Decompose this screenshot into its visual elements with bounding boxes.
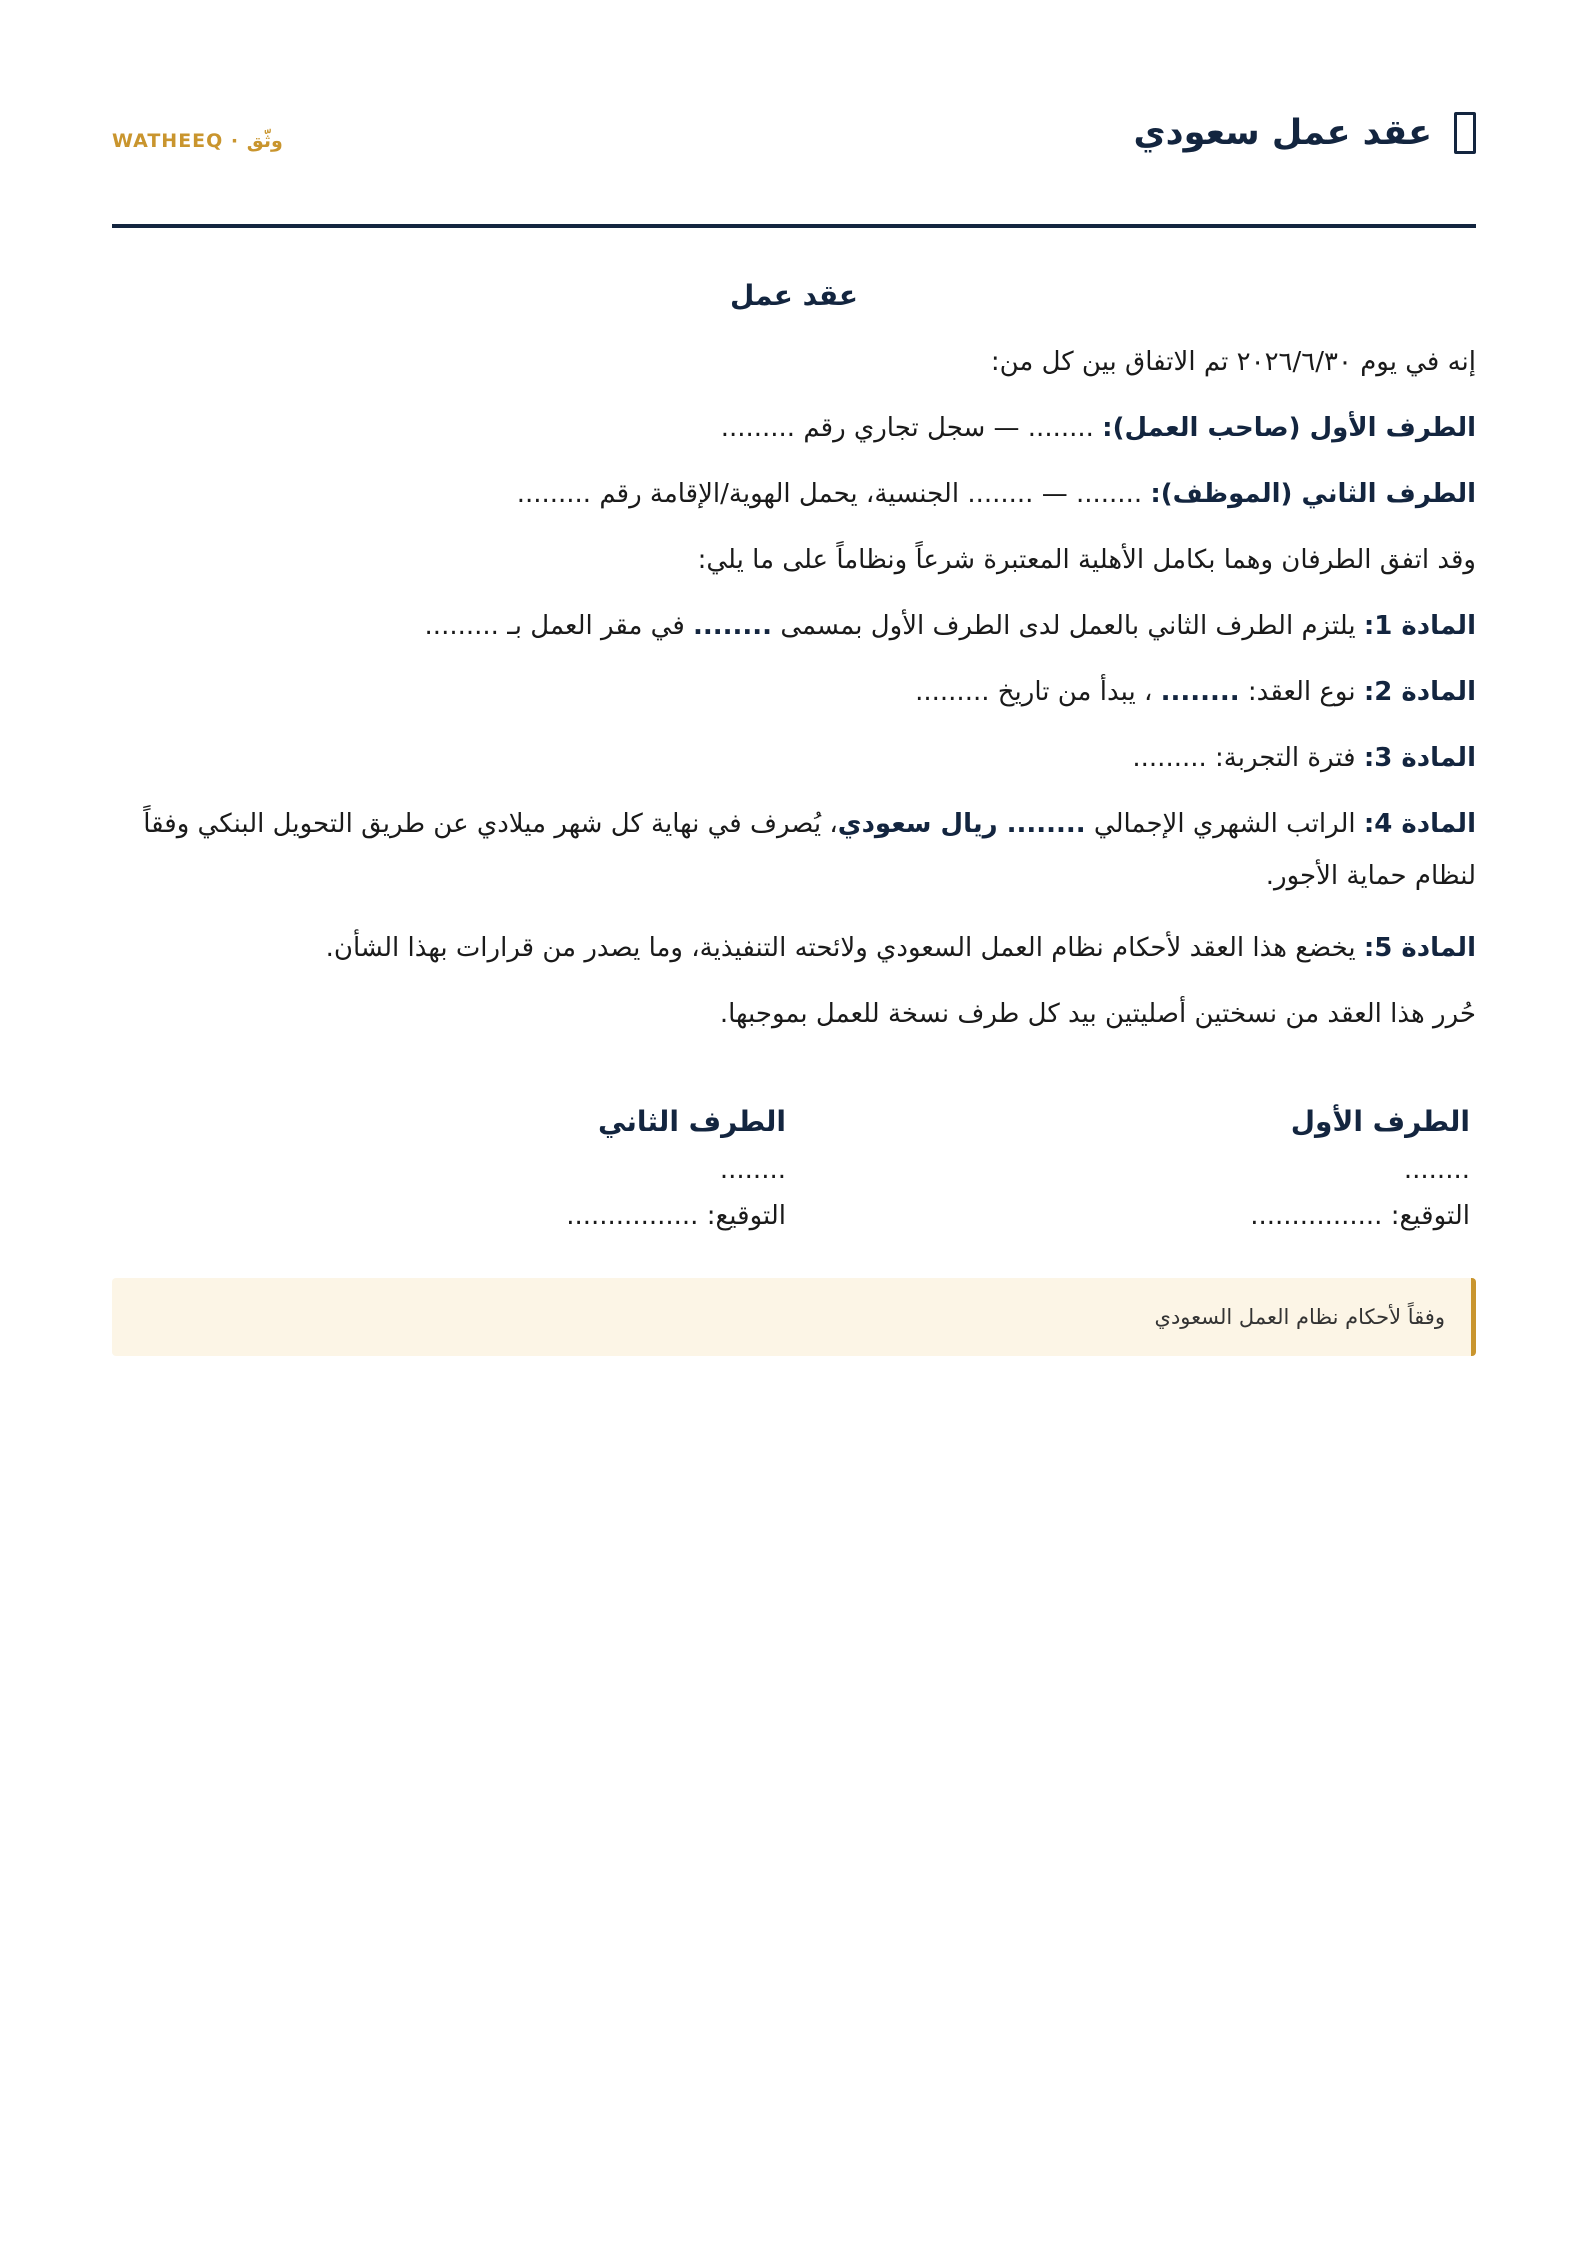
contract-page (112, 0, 1476, 1356)
signature-section (112, 1102, 1476, 1252)
party-two-line (112, 474, 1476, 514)
article-3-label: المادة 3: (1363, 743, 1476, 773)
agreement-line: وقد اتفق الطرفان وهما بكامل الأهلية المعتبرة شرعاً ونظاماً على ما يلي: (697, 545, 1476, 575)
closing-line: حُرر هذا العقد من نسختين أصليتين بيد كل طرف نسخة للعمل بموجبها. (719, 999, 1476, 1029)
header-title-group (1134, 112, 1476, 154)
signature-party-one-name: ........ (1403, 1155, 1470, 1185)
party-one-label: الطرف الأول (صاحب العمل): (1102, 413, 1476, 443)
article-3-text: فترة التجربة: ......... (1132, 743, 1364, 773)
article-2-blank: ........ (1160, 677, 1240, 707)
party-one-line (112, 408, 1476, 448)
article-2-text-b: ، يبدأ من تاريخ ......... (915, 677, 1161, 707)
article-1 (112, 606, 1476, 646)
brand-logo-text: WATHEEQ · وثّق (112, 130, 283, 152)
article-1-text-b: في مقر العمل بـ ......... (424, 611, 694, 641)
article-4-label: المادة 4: (1363, 809, 1476, 839)
article-1-text-a: يلتزم الطرف الثاني بالعمل لدى الطرف الأول بمسمى (772, 611, 1364, 641)
signature-party-one-title: الطرف الأول (1290, 1105, 1470, 1138)
article-2-label: المادة 2: (1363, 677, 1476, 707)
signature-party-two (226, 1102, 786, 1236)
article-1-label: المادة 1: (1363, 611, 1476, 641)
article-1-blank: ........ (693, 611, 773, 641)
legal-note: وفقاً لأحكام نظام العمل السعودي (112, 1278, 1476, 1356)
page-title: عقد عمل سعودي (1133, 113, 1432, 153)
article-5-label: المادة 5: (1363, 933, 1476, 963)
header (112, 0, 1476, 228)
article-2 (112, 672, 1476, 712)
signature-party-one (910, 1102, 1470, 1236)
article-4 (112, 798, 1476, 902)
contract-heading: عقد عمل (729, 279, 859, 312)
party-one-text: ........ — سجل تجاري رقم ......... (720, 413, 1103, 443)
article-4-text-a: الراتب الشهري الإجمالي (1085, 809, 1364, 839)
party-two-text: ........ — ........ الجنسية، يحمل الهوية/الإقامة رقم ......... (516, 479, 1151, 509)
intro-line: إنه في يوم ٢٠٢٦/٦/٣٠ تم الاتفاق بين كل من: (990, 347, 1476, 377)
document-icon (1454, 112, 1476, 154)
article-5-text: يخضع هذا العقد لأحكام نظام العمل السعودي ولائحته التنفيذية، وما يصدر من قرارات بهذا الشأن. (325, 933, 1364, 963)
article-3 (112, 738, 1476, 778)
article-5 (112, 928, 1476, 968)
article-2-text-a: نوع العقد: (1239, 677, 1364, 707)
party-two-label: الطرف الثاني (الموظف): (1150, 479, 1476, 509)
signature-party-two-title: الطرف الثاني (598, 1105, 786, 1138)
article-4-amount: ........ ريال سعودي (837, 809, 1086, 839)
article-4-text-b: ، يُصرف في نهاية كل شهر ميلادي عن طريق التحويل البنكي وفقاً لنظام حماية الأجور. (143, 809, 1476, 891)
signature-party-two-name: ........ (719, 1155, 786, 1185)
signature-party-two-sign: التوقيع: ................ (566, 1201, 786, 1231)
signature-party-one-sign: التوقيع: ................ (1250, 1201, 1470, 1231)
